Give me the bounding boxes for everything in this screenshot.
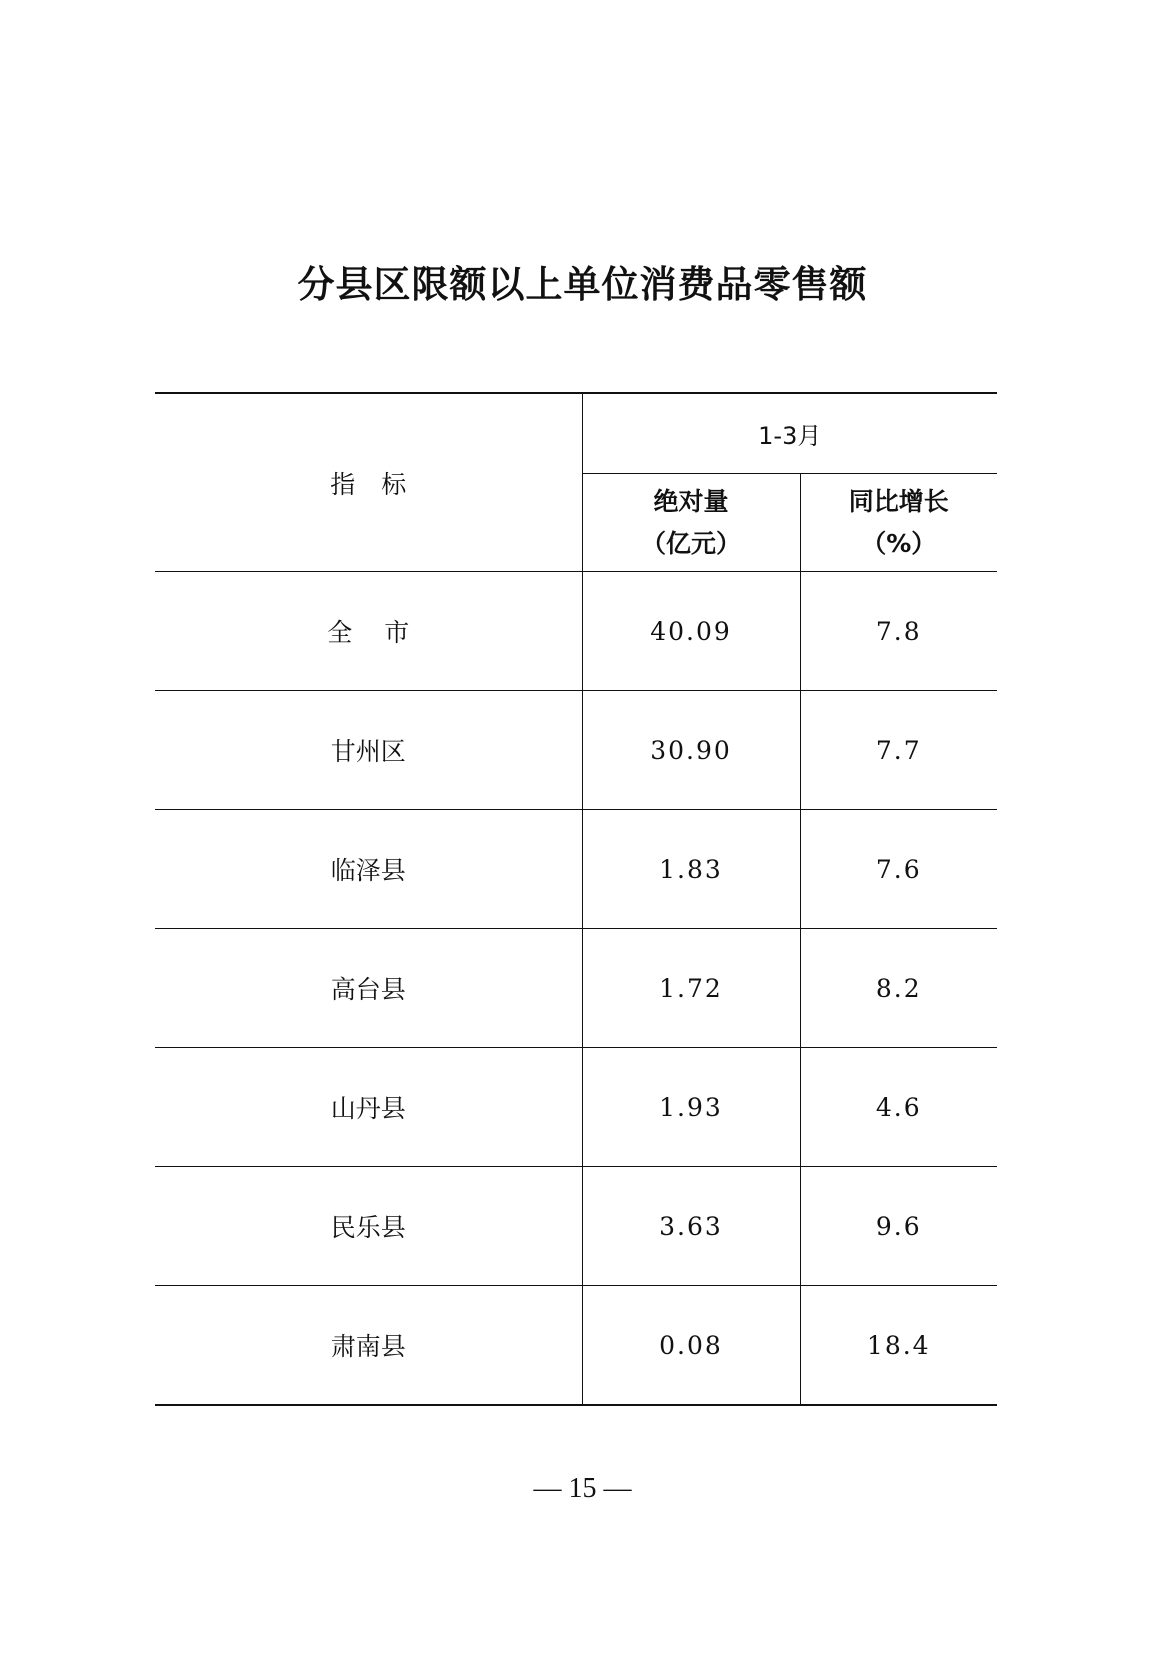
- region-name: 民乐县: [155, 1167, 582, 1286]
- growth-cell: 7.7: [800, 691, 997, 810]
- growth-cell: 9.6: [800, 1167, 997, 1286]
- value-cell: 0.08: [582, 1286, 800, 1406]
- growth-cell: 8.2: [800, 929, 997, 1048]
- header-yoy-growth-label: 同比增长: [848, 486, 949, 516]
- region-name: 临泽县: [155, 810, 582, 929]
- header-yoy-growth-unit: （%）: [861, 528, 937, 558]
- region-name: 全市: [155, 572, 582, 691]
- value-cell: 40.09: [582, 572, 800, 691]
- growth-cell: 7.6: [800, 810, 997, 929]
- value-cell: 1.83: [582, 810, 800, 929]
- growth-cell: 18.4: [800, 1286, 997, 1406]
- header-absolute-value: [582, 474, 800, 572]
- value-cell: 1.93: [582, 1048, 800, 1167]
- growth-cell: 4.6: [800, 1048, 997, 1167]
- header-absolute-value-label: 绝对量: [653, 486, 729, 516]
- growth-cell: 7.8: [800, 572, 997, 691]
- region-name: 高台县: [155, 929, 582, 1048]
- table-row: [155, 1286, 997, 1406]
- header-yoy-growth: [800, 474, 997, 572]
- value-cell: 1.72: [582, 929, 800, 1048]
- table-row: [155, 691, 997, 810]
- page-title: 分县区限额以上单位消费品零售额: [297, 263, 868, 306]
- region-name: 肃南县: [155, 1286, 582, 1406]
- table-row: [155, 572, 997, 691]
- table-row: [155, 1048, 997, 1167]
- retail-sales-table: [155, 392, 997, 1406]
- header-absolute-value-unit: （亿元）: [640, 528, 741, 558]
- table-row: [155, 929, 997, 1048]
- header-period: 1-3月: [582, 393, 997, 474]
- header-indicator: 指标: [155, 393, 582, 572]
- table-row: [155, 1167, 997, 1286]
- table-row: [155, 810, 997, 929]
- region-name: 山丹县: [155, 1048, 582, 1167]
- region-name: 甘州区: [155, 691, 582, 810]
- value-cell: 3.63: [582, 1167, 800, 1286]
- value-cell: 30.90: [582, 691, 800, 810]
- page-number: — 15 —: [533, 1473, 632, 1504]
